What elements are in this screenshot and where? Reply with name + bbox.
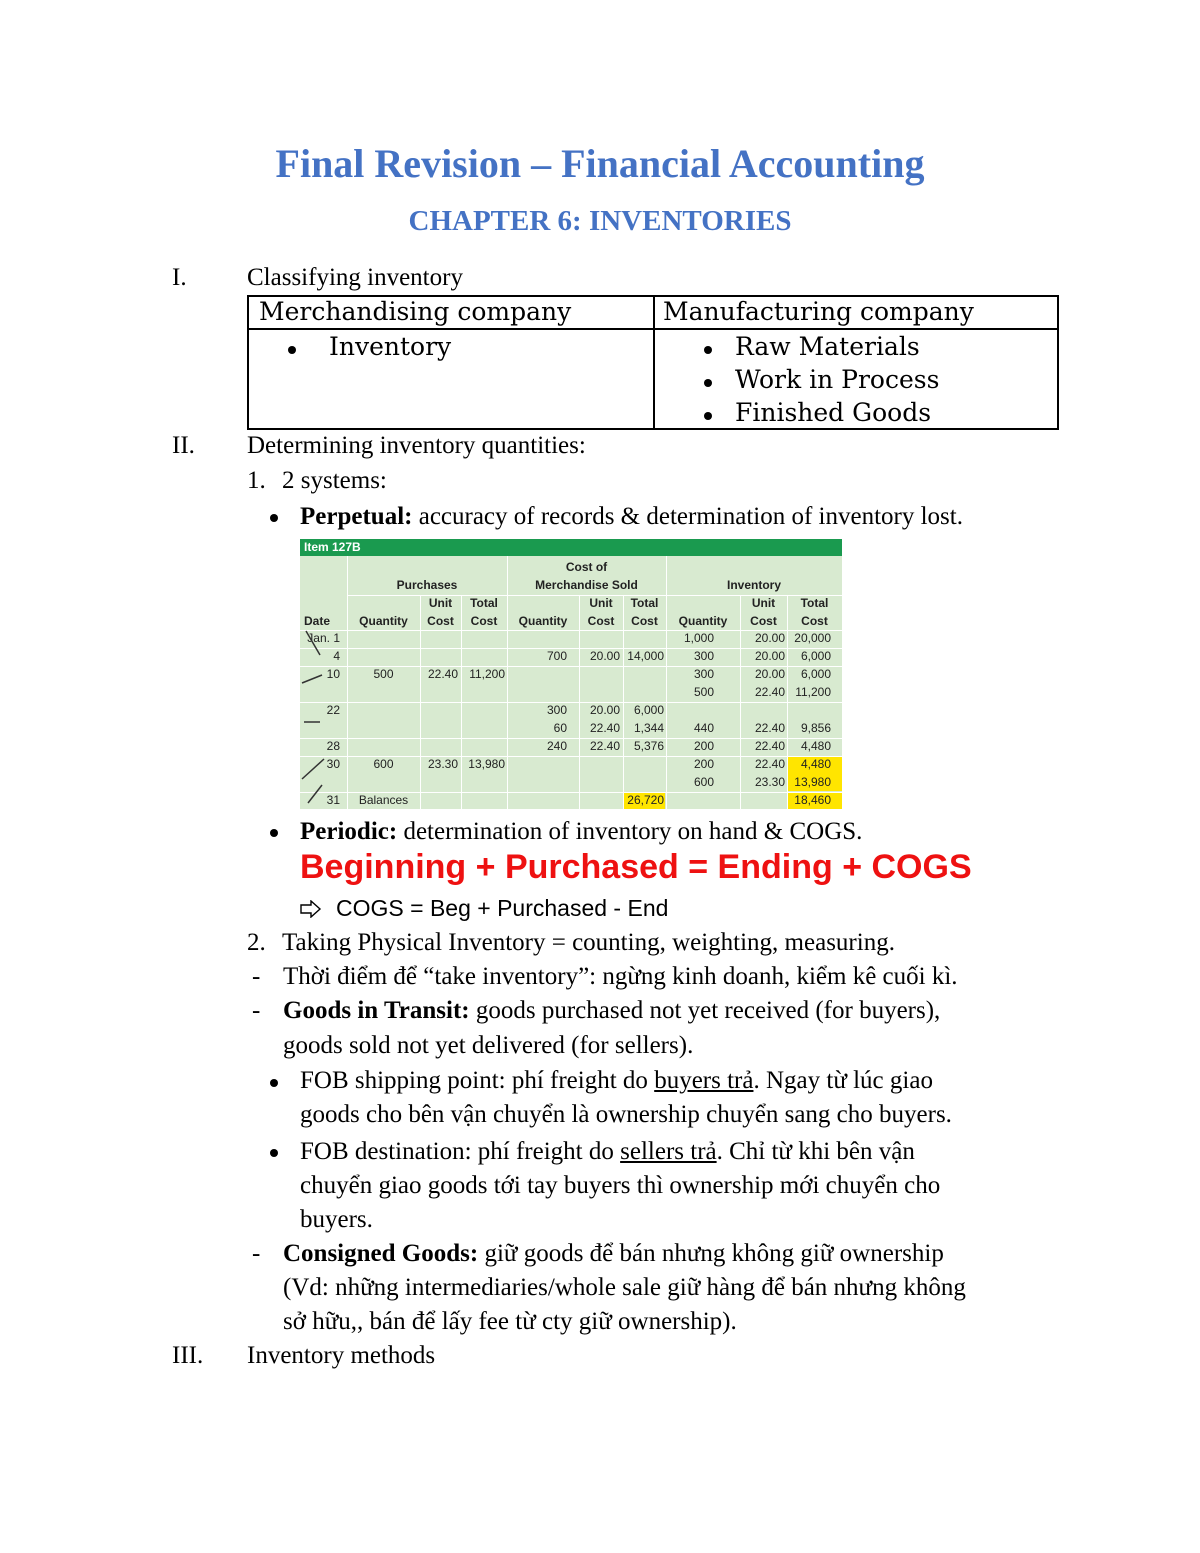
ledger-cell-pq: Balances	[358, 793, 409, 807]
consigned-line-1	[283, 1240, 944, 1268]
ledger-cell-iq: 440	[693, 721, 714, 735]
ledger-cell-pq: 600	[373, 757, 394, 771]
ledger-cell-pt: 13,980	[468, 757, 505, 771]
ledger-cell-st: 14,000	[627, 649, 664, 663]
col-header-total: Total	[800, 596, 829, 610]
ledger-cell-iq: 600	[693, 775, 714, 789]
col-header-cost: Cost	[427, 614, 454, 628]
ledger-cell-date: 22	[326, 703, 340, 717]
fob-destination-line-3: buyers.	[300, 1206, 373, 1233]
ledger-cell-it: 20,000	[794, 631, 831, 645]
ledger-cell-iu: 22.40	[754, 757, 785, 771]
cogs-equation: COGS = Beg + Purchased - End	[336, 895, 669, 921]
ledger-cell-su: 22.40	[589, 739, 620, 753]
ledger-cell-su: 20.00	[589, 649, 620, 663]
col-header-quantity: Quantity	[678, 614, 728, 628]
page-title: Final Revision – Financial Accounting	[275, 141, 925, 186]
ledger-cell-it: 11,200	[795, 685, 831, 699]
ledger-cell-su: 22.40	[589, 721, 620, 735]
bullet-icon	[270, 1079, 278, 1087]
ledger-cell-date: 31	[326, 793, 340, 807]
fob-destination-line-1: FOB destination: phí freight do sellers trả. Chỉ từ khi bên vận	[300, 1138, 915, 1165]
col-header-unit: Unit	[751, 596, 776, 610]
ledger-cell-iq: 300	[693, 649, 714, 663]
ledger-cell-pt: 11,200	[469, 667, 505, 681]
group-header-inventory: Inventory	[726, 578, 781, 592]
fob-destination-line-2: chuyển giao goods tới tay buyers thì ownership mới chuyển cho	[300, 1172, 941, 1199]
ledger-cell-sq: 60	[553, 721, 567, 735]
ledger-cell-it: 4,480	[800, 739, 831, 753]
ledger-cell-it: 13,980	[794, 775, 831, 789]
ledger-cell-sq: 700	[546, 649, 567, 663]
consigned-text: giữ goods để bán nhưng không giữ ownership	[478, 1240, 944, 1267]
ledger-cell-st: 5,376	[633, 739, 664, 753]
item-2-number: 2.	[247, 929, 266, 956]
ledger-cell-iu: 22.40	[754, 685, 785, 699]
col-header-date: Date	[303, 614, 330, 628]
section-3-heading: Inventory methods	[247, 1342, 436, 1369]
periodic-line	[300, 818, 862, 846]
col-header-quantity: Quantity	[518, 614, 568, 628]
item-2-text: Taking Physical Inventory = counting, weighting, measuring.	[282, 929, 895, 956]
col-header-cost: Cost	[801, 614, 828, 628]
ledger-cell-pu: 23.30	[427, 757, 458, 771]
ledger-cell-iu: 20.00	[754, 631, 785, 645]
perpetual-line	[300, 503, 963, 531]
list-item: Work in Process	[735, 365, 940, 394]
classify-table	[247, 295, 1059, 430]
ledger-cell-iq: 200	[693, 757, 714, 771]
ledger-cell-date: 10	[326, 667, 340, 681]
col-header-unit: Unit	[589, 596, 613, 610]
ledger-cell-it: 9,856	[800, 721, 831, 735]
bullet-icon	[270, 829, 278, 837]
ledger-cell-iu: 22.40	[754, 721, 785, 735]
ledger-cell-pq: 500	[373, 667, 394, 681]
dash-marker: -	[252, 997, 261, 1024]
group-header-cost-of: Cost of	[565, 560, 608, 574]
list-item: Finished Goods	[735, 398, 932, 427]
bullet-icon	[270, 514, 278, 522]
section-1-number: I.	[172, 264, 187, 291]
table-divider	[653, 297, 655, 428]
col-header-cost: Cost	[587, 614, 615, 628]
ledger-cell-iq: 200	[693, 739, 714, 753]
col-header-cost: Cost	[631, 614, 658, 628]
sellers-pay-underlined: sellers trả	[620, 1138, 717, 1165]
ledger-cell-st: 6,000	[633, 703, 664, 717]
bullet-icon	[704, 379, 712, 387]
ledger-cell-date: 28	[326, 739, 340, 753]
consigned-label: Consigned Goods:	[283, 1240, 479, 1267]
inventory-formula: Beginning + Purchased = Ending + COGS	[300, 848, 972, 886]
ledger-cell-iq: 1,000	[683, 631, 714, 645]
col-header-unit: Unit	[428, 596, 453, 610]
consigned-line-2: (Vd: những intermediaries/whole sale giữ hàng để bán nhưng không	[283, 1274, 966, 1301]
col-header-cost: Cost	[470, 614, 498, 628]
ledger-cell-it: 6,000	[800, 667, 831, 681]
table-divider	[249, 328, 1057, 330]
col-header-total: Total	[630, 596, 659, 610]
perpetual-label: Perpetual:	[300, 503, 413, 530]
ledger-cell-it: 6,000	[800, 649, 831, 663]
ledger-item-label: Item 127B	[304, 540, 361, 554]
dash-marker: -	[252, 963, 261, 990]
item-1-number: 1.	[247, 467, 266, 494]
take-inventory-line: Thời điểm để “take inventory”: ngừng kinh doanh, kiểm kê cuối kì.	[283, 963, 958, 990]
ledger-cell-iu: 22.40	[754, 739, 785, 753]
ledger-cell-pu: 22.40	[427, 667, 458, 681]
bullet-icon	[704, 412, 712, 420]
consigned-line-3: sở hữu,, bán để lấy fee từ cty giữ ownership).	[283, 1308, 737, 1335]
ledger-cell-iu: 23.30	[754, 775, 785, 789]
ledger-cell-st: 26,720	[627, 793, 664, 807]
arrow-icon	[300, 900, 322, 918]
bullet-icon	[288, 346, 296, 354]
table-header-manufacturing: Manufacturing company	[663, 297, 974, 326]
ledger-cell-iu: 20.00	[754, 649, 785, 663]
ledger-header-bar	[300, 539, 842, 556]
list-item: Inventory	[329, 332, 452, 361]
ledger-cell-date: 30	[326, 757, 340, 771]
ledger-cell-date: 4	[333, 649, 340, 663]
fob-shipping-line-2: goods cho bên vận chuyển là ownership chuyển sang cho buyers.	[300, 1101, 952, 1128]
ledger-cell-iq: 500	[693, 685, 714, 699]
ledger-cell-it: 4,480	[800, 757, 831, 771]
fob-shipping-line-1: FOB shipping point: phí freight do buyers trả. Ngay từ lúc giao	[300, 1067, 933, 1094]
ledger-cell-it: 18,460	[794, 793, 831, 807]
transit-text: goods purchased not yet received (for buyers),	[469, 997, 941, 1024]
section-1-heading: Classifying inventory	[247, 264, 463, 291]
chapter-heading: CHAPTER 6: INVENTORIES	[408, 205, 792, 237]
section-2-number: II.	[172, 432, 195, 459]
col-header-cost: Cost	[750, 614, 777, 628]
dash-marker: -	[252, 1240, 261, 1267]
bullet-icon	[704, 346, 712, 354]
hand-drawn-marks	[300, 619, 346, 809]
ledger-cell-sq: 240	[546, 739, 567, 753]
bullet-icon	[270, 1149, 278, 1157]
ledger-cell-sq: 300	[546, 703, 567, 717]
table-header-merchandising: Merchandising company	[259, 297, 572, 326]
ledger-cell-iu: 20.00	[754, 667, 785, 681]
ledger-cell-date: Jan. 1	[307, 631, 340, 645]
buyers-pay-underlined: buyers trả	[654, 1067, 754, 1094]
item-1-text: 2 systems:	[282, 467, 387, 494]
list-item: Raw Materials	[735, 332, 920, 361]
col-header-total: Total	[470, 596, 498, 610]
ledger-cell-iq: 300	[693, 667, 714, 681]
section-3-number: III.	[172, 1342, 204, 1369]
perpetual-ledger-figure	[300, 539, 842, 809]
group-header-purchases: Purchases	[396, 578, 458, 592]
perpetual-text: accuracy of records & determination of inventory lost.	[412, 503, 963, 530]
periodic-text: determination of inventory on hand & COGS.	[397, 818, 863, 845]
transit-label: Goods in Transit:	[283, 997, 470, 1024]
ledger-cell-su: 20.00	[589, 703, 620, 717]
col-header-quantity: Quantity	[359, 614, 408, 628]
section-2-heading: Determining inventory quantities:	[247, 432, 586, 459]
periodic-label: Periodic:	[300, 818, 398, 845]
transit-line-1	[283, 997, 940, 1025]
group-header-merchandise-sold: Merchandise Sold	[535, 578, 638, 592]
ledger-cell-st: 1,344	[633, 721, 664, 735]
transit-line-2: goods sold not yet delivered (for sellers).	[283, 1032, 694, 1059]
